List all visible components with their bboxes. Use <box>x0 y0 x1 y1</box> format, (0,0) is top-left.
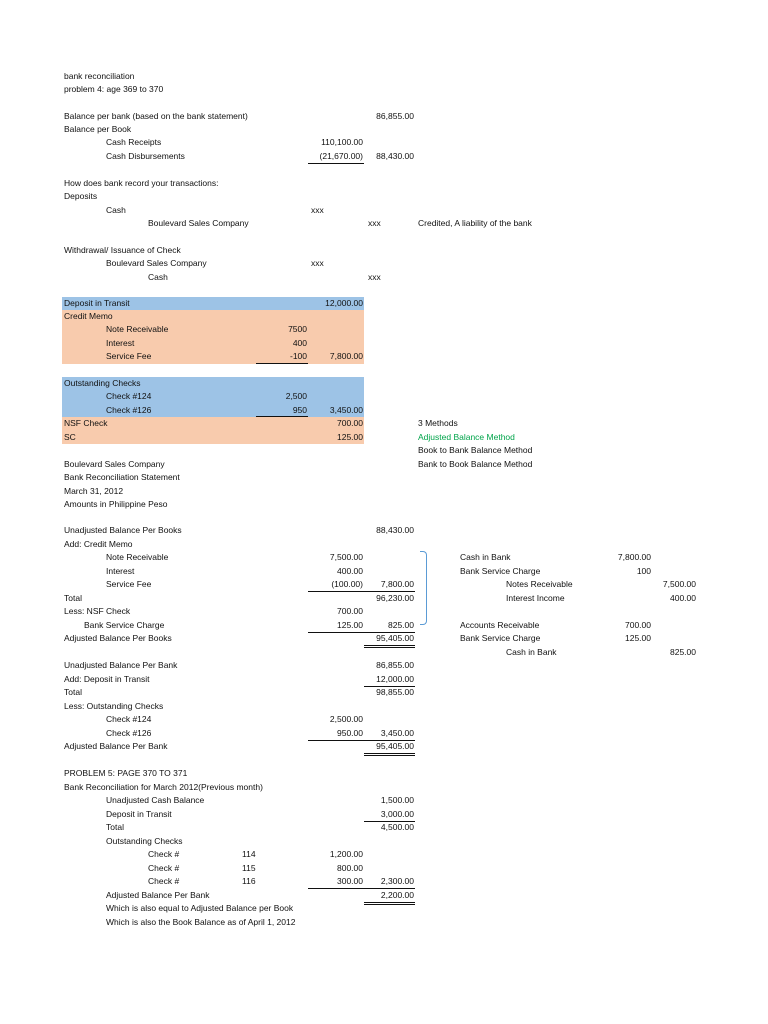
p5-adj-value: 2,200.00 <box>380 890 414 900</box>
balance-per-bank-label: Balance per bank (based on the bank statement) <box>64 111 248 121</box>
entries-bracket <box>420 551 427 625</box>
p5-check-amount: 1,200.00 <box>329 849 363 859</box>
entry1-debit2-amount: 100 <box>636 566 651 576</box>
underline <box>308 163 364 164</box>
p5-check-number: 116 <box>242 876 256 886</box>
adjusted-books-value: 95,405.00 <box>376 633 414 643</box>
balance-per-bank-value: 86,855.00 <box>376 111 414 121</box>
statement-title: Bank Reconciliation Statement <box>64 472 180 482</box>
bank-check-126-value: 950.00 <box>337 728 363 738</box>
cash-disbursements-label: Cash Disbursements <box>106 151 185 161</box>
double-underline <box>364 645 415 648</box>
books-total-label: Total <box>64 593 82 603</box>
withdrawal-boulevard-label: Boulevard Sales Company <box>106 258 207 268</box>
credited-note: Credited, A liability of the bank <box>418 218 532 228</box>
double-underline <box>364 753 415 756</box>
entry2-credit-amount: 825.00 <box>670 647 696 657</box>
cash-debit-label: Cash <box>106 205 126 215</box>
p5-ucb-value: 1,500.00 <box>380 795 414 805</box>
underline <box>256 416 308 417</box>
check-124-value: 2,500 <box>285 391 307 401</box>
cash-disbursements-value: (21,670.00) <box>319 151 363 161</box>
entry2-credit-label: Cash in Bank <box>506 647 557 657</box>
less-nsf-value: 700.00 <box>337 606 363 616</box>
withdrawal-cash-amount: xxx <box>368 272 381 282</box>
withdrawal-label: Withdrawal/ Issuance of Check <box>64 245 181 255</box>
books-bsc-value: 125.00 <box>337 620 363 630</box>
service-fee-label: Service Fee <box>106 351 152 361</box>
entry1-credit2-label: Interest Income <box>506 593 565 603</box>
p5-note2: Which is also the Book Balance as of April 1, 2012 <box>106 917 296 927</box>
less-oc-label: Less: Outstanding Checks <box>64 701 164 711</box>
unadjusted-books-label: Unadjusted Balance Per Books <box>64 525 182 535</box>
cash-receipts-label: Cash Receipts <box>106 137 162 147</box>
underline <box>308 591 364 592</box>
p5-check-label: Check # <box>148 876 180 886</box>
books-service-fee-label: Service Fee <box>106 579 152 589</box>
service-fee-value: -100 <box>289 351 307 361</box>
p5-adj-label: Adjusted Balance Per Bank <box>106 890 210 900</box>
credit-memo-total: 7,800.00 <box>329 351 363 361</box>
nsf-check-label: NSF Check <box>64 418 108 428</box>
cash-debit-amount: xxx <box>311 205 324 215</box>
entry2-debit2-amount: 125.00 <box>625 633 651 643</box>
withdrawal-boulevard-amount: xxx <box>311 258 324 268</box>
entry2-debit-amount: 700.00 <box>625 620 651 630</box>
method-adjusted-balance: Adjusted Balance Method <box>418 432 515 442</box>
add-credit-memo-label: Add: Credit Memo <box>64 539 133 549</box>
methods-title: 3 Methods <box>418 418 458 428</box>
check-126-label: Check #126 <box>106 405 152 415</box>
books-interest-label: Interest <box>106 566 135 576</box>
p5-dit-label: Deposit in Transit <box>106 809 172 819</box>
books-nr-label: Note Receivable <box>106 552 169 562</box>
underline <box>256 363 308 364</box>
entry1-credit-amount: 7,500.00 <box>662 579 696 589</box>
bank-total-label: Total <box>64 687 82 697</box>
less-nsf-label: Less: NSF Check <box>64 606 131 616</box>
entry1-debit-amount: 7,800.00 <box>617 552 651 562</box>
problem5-title: PROBLEM 5: PAGE 370 TO 371 <box>64 768 188 778</box>
outstanding-checks-label: Outstanding Checks <box>64 378 141 388</box>
bank-check-126-label: Check #126 <box>106 728 152 738</box>
entry2-debit2-label: Bank Service Charge <box>460 633 541 643</box>
entry2-debit-label: Accounts Receivable <box>460 620 540 630</box>
underline <box>364 888 415 889</box>
unadjusted-books-value: 88,430.00 <box>376 525 414 535</box>
check-126-value: 950 <box>292 405 307 415</box>
books-total-value: 96,230.00 <box>376 593 414 603</box>
books-interest-value: 400.00 <box>337 566 363 576</box>
dit-value: 12,000.00 <box>325 298 363 308</box>
p5-total-value: 4,500.00 <box>380 822 414 832</box>
note-receivable-value: 7500 <box>288 324 307 334</box>
problem5-subtitle: Bank Reconciliation for March 2012(Previous month) <box>64 782 263 792</box>
bank-total-value: 98,855.00 <box>376 687 414 697</box>
books-bsc-label: Bank Service Charge <box>84 620 165 630</box>
statement-company: Boulevard Sales Company <box>64 459 165 469</box>
boulevard-credit-label: Boulevard Sales Company <box>148 218 249 228</box>
p5-check-label: Check # <box>148 849 180 859</box>
entry1-debit-label: Cash in Bank <box>460 552 511 562</box>
interest-value: 400 <box>292 338 307 348</box>
entry1-credit2-amount: 400.00 <box>670 593 696 603</box>
dit-label: Deposit in Transit <box>64 298 130 308</box>
entry1-credit-label: Notes Receivable <box>506 579 573 589</box>
p5-check-amount: 300.00 <box>337 876 363 886</box>
bank-oc-total: 3,450.00 <box>380 728 414 738</box>
check-124-label: Check #124 <box>106 391 152 401</box>
note-receivable-label: Note Receivable <box>106 324 169 334</box>
interest-label: Interest <box>106 338 135 348</box>
balance-per-book-label: Balance per Book <box>64 124 132 134</box>
books-nr-value: 7,500.00 <box>329 552 363 562</box>
add-dit-label: Add: Deposit in Transit <box>64 674 150 684</box>
p5-check-number: 115 <box>242 863 256 873</box>
entry1-debit2-label: Bank Service Charge <box>460 566 541 576</box>
p5-check-number: 114 <box>242 849 256 859</box>
withdrawal-cash-label: Cash <box>148 272 168 282</box>
p5-check-label: Check # <box>148 863 180 873</box>
underline <box>308 740 364 741</box>
statement-date: March 31, 2012 <box>64 486 124 496</box>
p5-check-amount: 800.00 <box>337 863 363 873</box>
adjusted-books-label: Adjusted Balance Per Books <box>64 633 172 643</box>
nsf-check-value: 700.00 <box>337 418 363 428</box>
books-less-total: 825.00 <box>388 620 414 630</box>
p5-note1: Which is also equal to Adjusted Balance per Book <box>106 903 294 913</box>
adjusted-bank-label: Adjusted Balance Per Bank <box>64 741 168 751</box>
statement-currency: Amounts in Philippine Peso <box>64 499 168 509</box>
p5-total-label: Total <box>106 822 124 832</box>
books-cm-total: 7,800.00 <box>380 579 414 589</box>
adjusted-bank-value: 95,405.00 <box>376 741 414 751</box>
record-question: How does bank record your transactions: <box>64 178 219 188</box>
p5-oc-total: 2,300.00 <box>380 876 414 886</box>
add-dit-value: 12,000.00 <box>376 674 414 684</box>
p5-ucb-label: Unadjusted Cash Balance <box>106 795 205 805</box>
outstanding-checks-total: 3,450.00 <box>329 405 363 415</box>
p5-oc-label: Outstanding Checks <box>106 836 183 846</box>
sc-label: SC <box>64 432 76 442</box>
p5-dit-value: 3,000.00 <box>380 809 414 819</box>
unadjusted-bank-value: 86,855.00 <box>376 660 414 670</box>
boulevard-credit-amount: xxx <box>368 218 381 228</box>
deposits-label: Deposits <box>64 191 98 201</box>
cash-receipts-value: 110,100.00 <box>321 137 363 147</box>
underline <box>308 632 364 633</box>
credit-memo-label: Credit Memo <box>64 311 113 321</box>
sheet-title: bank reconciliation <box>64 71 135 81</box>
balance-per-book-value: 88,430.00 <box>376 151 414 161</box>
double-underline <box>364 902 415 905</box>
method-book-to-bank: Book to Bank Balance Method <box>418 445 533 455</box>
sheet-subtitle: problem 4: age 369 to 370 <box>64 84 164 94</box>
bank-check-124-label: Check #124 <box>106 714 152 724</box>
underline <box>364 591 415 592</box>
underline <box>308 888 364 889</box>
bank-check-124-value: 2,500.00 <box>329 714 363 724</box>
unadjusted-bank-label: Unadjusted Balance Per Bank <box>64 660 178 670</box>
sc-value: 125.00 <box>337 432 363 442</box>
method-bank-to-book: Bank to Book Balance Method <box>418 459 533 469</box>
books-service-fee-value: (100.00) <box>331 579 363 589</box>
